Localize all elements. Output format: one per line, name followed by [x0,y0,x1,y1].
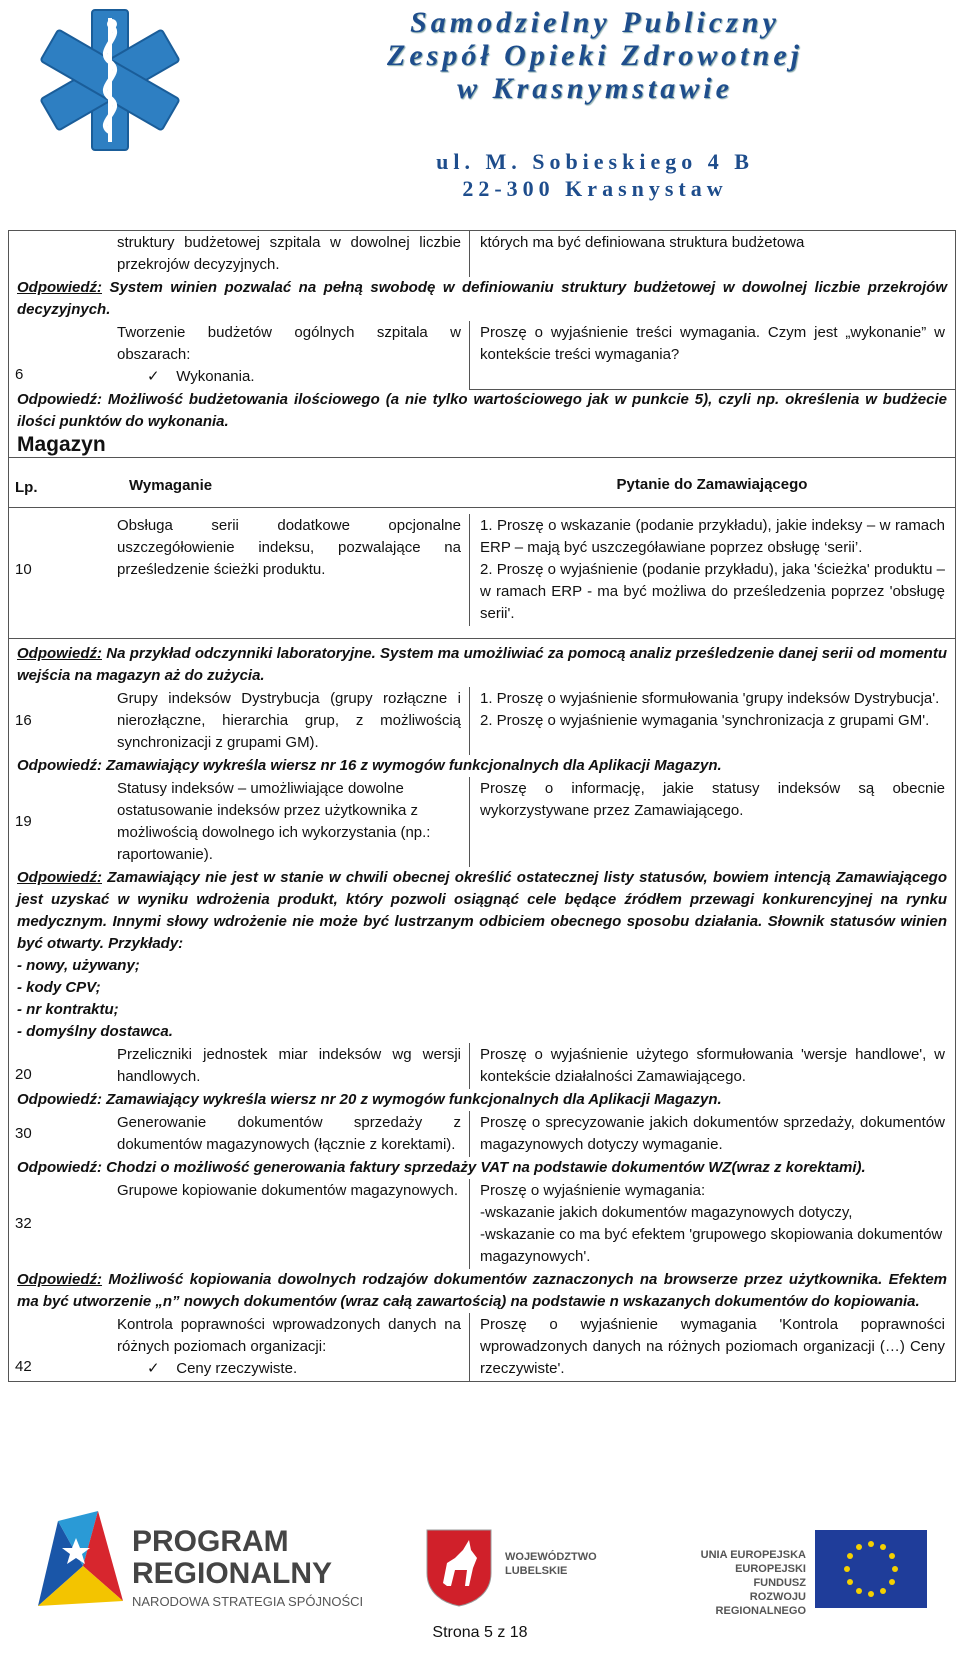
table-row [9,1179,955,1269]
section-title: Magazyn [17,433,106,456]
requirement-text: Generowanie dokumentów sprzedaży z dokumentów magazynowych (łącznie z korektami). [117,1114,461,1153]
page-number: Strona 5 z 18 [432,1624,528,1641]
question-text: Proszę o informację, jakie statusy indeksów są obecnie wykorzystywane przez Zamawiającego. [469,777,955,867]
list-item: - domyślny dostawca. [17,1023,173,1040]
letterhead [0,0,960,225]
requirement-text: Grupy indeksów Dystrybucja (grupy rozłączne i nierozłączne, hierarchia grup, z możliwością synchronizacji z grupami GM). [117,690,461,751]
question-text: Proszę o wyjaśnienie treści wymagania. Czym jest „wykonanie” w kontekście treści wymagania? [469,321,955,390]
list-item: - kody CPV; [17,979,101,996]
magazyn-table [8,458,956,1382]
answer-label: Odpowiedź: [17,279,102,296]
table-row [9,687,955,755]
star-of-life-icon [18,5,203,155]
question-text: Proszę o wyjaśnienie użytego sformułowania 'wersje handlowe', w kontekście działalności Zamawiającego. [469,1043,955,1089]
answer-text: Odpowiedź: Możliwość budżetowania ilościowego (a nie tylko wartościowego jak w punkcie 5), czyli np. określenia w budżecie ilości punktów do wykonania. [17,391,947,430]
address-city: 22-300 Krasnystaw [462,176,728,201]
answer-text: Odpowiedź: Zamawiający wykreśla wiersz nr 20 z wymogów funkcjonalnych dla Aplikacji Magazyn. [17,1091,722,1108]
requirement-text: Grupowe kopiowanie dokumentów magazynowych. [117,1182,459,1199]
region-name-line1: WOJEWÓDZTWO [505,1551,597,1563]
list-item: - nowy, używany; [17,957,140,974]
question-text: 1. Proszę o wskazanie (podanie przykładu), jakie indeksy – w ramach ERP – mają być uszczegóławiane poprzez obsługę ‘serii’. 2. Proszę o wyjaśnienie (podanie przykładu), jaka 'ścieżka' produktu – w ramach ERP - ma być możliwa do prześledzenia poprzez 'obsługę serii'. [469,514,955,626]
table-row [9,1111,955,1157]
hospital-name-line1: Samodzielny Publiczny [410,6,780,39]
row-number: 16 [15,712,32,729]
table-row [9,231,955,277]
row-number: 10 [15,561,32,578]
answer-text: Odpowiedź: System winien pozwalać na pełną swobodę w definiowaniu struktury budżetowej w dowolnej liczbie przekrojów decyzyjnych. [17,279,947,318]
row-number: 20 [15,1066,32,1083]
table-row [9,1313,955,1381]
row-number: 19 [15,813,32,830]
region-name-line2: LUBELSKIE [505,1565,568,1577]
question-text: 1. Proszę o wyjaśnienie sformułowania 'grupy indeksów Dystrybucja'. 2. Proszę o wyjaśnienie wymagania 'synchronizacja z grupami GM'. [469,687,955,755]
requirement-text: struktury budżetowej szpitala w dowolnej liczbie przekrojów decyzyjnych. [117,234,461,273]
answer-text: Odpowiedź: Chodzi o możliwość generowania faktury sprzedaży VAT na podstawie dokumentów WZ(wraz z korektami). [17,1159,866,1176]
checkmark-icon: ✓ [147,1360,160,1377]
row-number: 32 [15,1215,32,1232]
answer-text: Odpowiedź: Na przykład odczynniki laboratoryjne. System ma umożliwiać za pomocą analiz prześledzenie danej serii od momentu wejścia na magazyn aż do zużycia. [17,645,947,684]
row-number: 42 [15,1358,32,1375]
table-row [9,1043,955,1089]
row-number: 6 [15,366,24,383]
checkmark-icon: ✓ [147,368,160,385]
answer-text: Odpowiedź: Zamawiający wykreśla wiersz nr 16 z wymogów funkcjonalnych dla Aplikacji Magazyn. [17,757,722,774]
program-subtitle: NARODOWA STRATEGIA SPÓJNOŚCI [132,1594,364,1609]
eu-funding-footer [0,1498,960,1618]
eu-text-line1: UNIA EUROPEJSKA [700,1549,806,1561]
hospital-name-line3: w Krasnymstawie [457,72,733,105]
eu-text-line3: ROZWOJU REGIONALNEGO [715,1591,806,1617]
requirement-text: Przeliczniki jednostek miar indeksów wg wersji handlowych. [117,1046,461,1085]
requirement-text: Tworzenie budżetów ogólnych szpitala w obszarach: ✓ Wykonania. [117,324,461,385]
requirement-text: Kontrola poprawności wprowadzonych danych na różnych poziomach organizacji: ✓ Ceny rzeczywiste. [117,1316,461,1377]
table-row [9,777,955,867]
requirement-text: Statusy indeksów – umożliwiające dowolne ostatusowanie indeksów przez użytkownika z możliwością dowolnego ich wykorzystania (np.: raportowanie). [117,780,431,863]
document-body [8,230,956,1382]
table-row [9,508,955,638]
program-title-line1: PROGRAM [132,1525,289,1558]
program-regionalny-logo-icon [28,1506,128,1611]
budget-block [8,230,956,458]
question-text: których ma być definiowana struktura budżetowa [469,231,955,277]
table-row [9,321,955,389]
address-street: ul. M. Sobieskiego 4 B [436,149,754,174]
question-text: Proszę o wyjaśnienie wymagania 'Kontrola poprawności wprowadzonych danych na różnych poziomach organizacji (…) Ceny rzeczywiste'. [469,1313,955,1381]
table-header: Lp. Wymaganie Pytanie do Zamawiającego [15,476,808,496]
requirement-text: Obsługa serii dodatkowe opcjonalne uszczegółowienie indeksu, pozwalające na prześledzenie ścieżki produktu. [117,517,461,578]
answer-text: Odpowiedź: Zamawiający nie jest w stanie w chwili obecnej określić ostatecznej listy statusów, bowiem intencją Zamawiającego jest uzyskać w wyniku wdrożenia produkt, który pozwoli osiągnąć cele będące źródłem przewagi konkurencyjnej na rynku medycznym. Innymi słowy wdrożenie nie może być lustrzanym odbiciem obecnego sposobu działania. Słownik statusów winien być otwarty. Przykłady: - nowy, używany; - kody CPV; - nr kontraktu; - domyślny dostawca. [9,867,955,1043]
row-number: 30 [15,1125,32,1142]
question-text: Proszę o wyjaśnienie wymagania: -wskazanie jakich dokumentów magazynowych dotyczy, -wskazanie co ma być efektem 'grupowego skopiowania dokumentów magazynowych'. [469,1179,955,1269]
eu-text-line2: EUROPEJSKI FUNDUSZ [735,1563,806,1589]
lubelskie-coat-of-arms-icon [425,1528,493,1608]
eu-flag-icon [815,1530,927,1608]
question-text: Proszę o sprecyzowanie jakich dokumentów sprzedaży, dokumentów magazynowych dotyczy wymaganie. [469,1111,955,1157]
program-title-line2: REGIONALNY [132,1557,333,1590]
hospital-name-line2: Zespół Opieki Zdrowotnej [387,39,803,72]
list-item: - nr kontraktu; [17,1001,119,1018]
answer-text: Odpowiedź: Możliwość kopiowania dowolnych rodzajów dokumentów zaznaczonych na browserze przez użytkownika. Efektem ma być utworzenie „n” nowych dokumentów (wraz całą zawartością) na podstawie n wskazanych dokumentów do kopiowania. [17,1271,947,1310]
